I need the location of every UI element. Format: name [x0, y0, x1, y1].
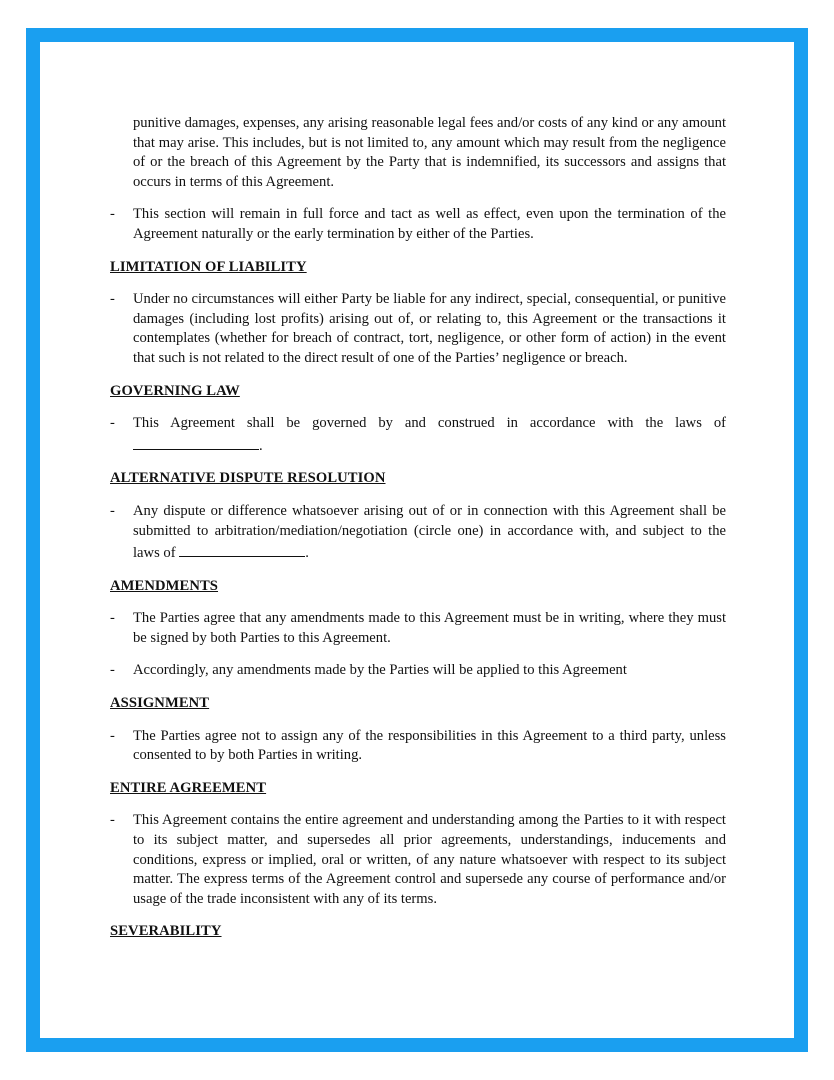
paragraph-text: Any dispute or difference whatsoever arising out of or in connection with this Agreement shall be submitted to arbitration/mediation/negotiation (circle one) in accordance with, and subject to the laws of: [133, 502, 726, 562]
paragraph-text: Under no circumstances will either Party be liable for any indirect, special, consequential, or punitive damages (including lost profits) arising out of, or relating to, this Agreement or the transactions it contemplates (whether for breach of contract, tort, negligence, or other form of action) in the event that such is not related to the direct result of one of the Parties’ negligence or breach.: [133, 291, 726, 366]
heading-alternative-dispute-resolution: ALTERNATIVE DISPUTE RESOLUTION: [110, 470, 386, 487]
bullet-dash: -: [110, 727, 115, 744]
paragraph-end: .: [305, 545, 309, 562]
paragraph-text: Accordingly, any amendments made by the Parties will be applied to this Agreement: [133, 662, 627, 679]
fill-in-blank[interactable]: [133, 434, 259, 450]
heading-amendments: AMENDMENTS: [110, 577, 219, 594]
indemnity-continuation: [110, 114, 726, 192]
heading-limitation-of-liability: LIMITATION OF LIABILITY: [110, 258, 307, 275]
document-body: [110, 114, 726, 955]
paragraph-text: This Agreement contains the entire agreement and understanding among the Parties to it with respect to its subject matter, and supersedes all prior agreements, understandings, inducements and conditions, express or implied, oral or written, of any nature whatsoever with respect to its subject matter. The express terms of the Agreement control and supersede any course of performance and/or usage of the trade inconsistent with any of its terms.: [133, 812, 726, 907]
paragraph-text: The Parties agree that any amendments made to this Agreement must be in writing, where they must be signed by both Parties to this Agreement.: [133, 610, 726, 646]
bullet-dash: -: [110, 662, 115, 679]
amendments-bullet-2: [110, 661, 726, 681]
paragraph-text: The Parties agree not to assign any of the responsibilities in this Agreement to a third party, unless consented to by both Parties in writing.: [133, 727, 726, 764]
paragraph-text: This section will remain in full force and tact as well as effect, even upon the termination of the Agreement naturally or the early termination by either of the Parties.: [133, 206, 726, 242]
bullet-dash: -: [110, 206, 115, 223]
bullet-dash: -: [110, 812, 115, 829]
heading-severability: SEVERABILITY: [110, 923, 222, 940]
adr-bullet: [110, 502, 726, 564]
limitation-bullet: [110, 290, 726, 368]
bullet-dash: -: [110, 415, 115, 432]
bullet-dash: -: [110, 291, 115, 308]
paragraph-text: punitive damages, expenses, any arising reasonable legal fees and/or costs of any kind or any amount that may arise. This includes, but is not limited to, any amount which may result from the negligence of or the breach of this Agreement by the Party that is indemnified, its successors and assigns that occurs in terms of this Agreement.: [133, 115, 726, 190]
paragraph-end: .: [259, 437, 263, 454]
entire-bullet: [110, 811, 726, 909]
amendments-bullet-1: [110, 609, 726, 648]
fill-in-blank[interactable]: [179, 541, 305, 557]
indemnity-bullet: [110, 205, 726, 244]
bullet-dash: -: [110, 502, 115, 519]
heading-entire-agreement: ENTIRE AGREEMENT: [110, 779, 267, 796]
heading-governing-law: GOVERNING LAW: [110, 382, 240, 399]
bullet-dash: -: [110, 610, 115, 627]
governing-bullet: [110, 414, 726, 456]
heading-assignment: ASSIGNMENT: [110, 695, 210, 712]
assignment-bullet: [110, 727, 726, 766]
paragraph-text: This Agreement shall be governed by and construed in accordance with the laws of: [133, 415, 726, 432]
